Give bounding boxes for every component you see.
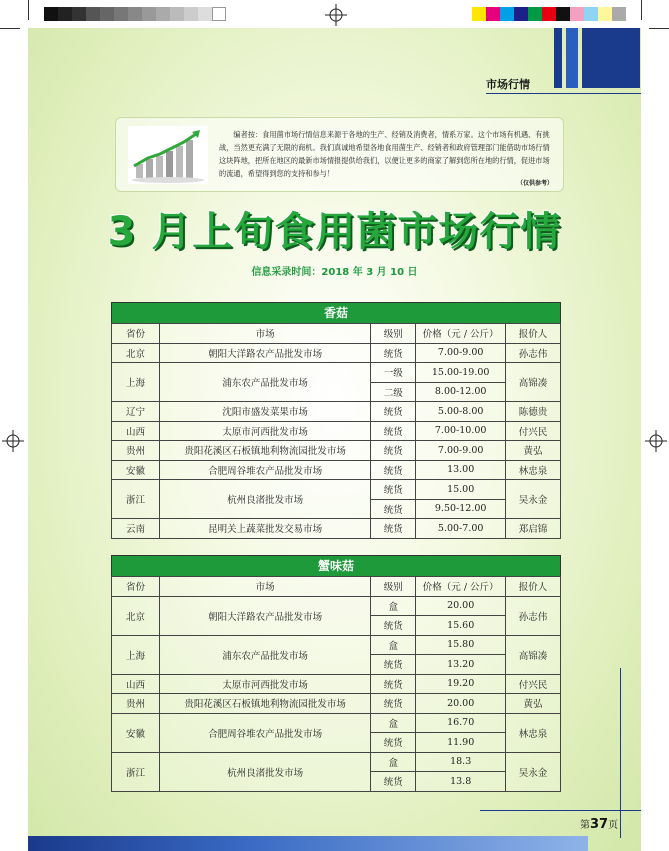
registration-mark-top-icon [325,4,347,26]
page-number-suffix: 页 [608,820,619,831]
table-row [112,713,561,733]
grade-cell: 统货 [371,441,416,461]
grade-cell: 盒 [371,596,416,616]
footer-bar [28,836,588,851]
market-cell: 杭州良渚批发市场 [159,752,370,791]
table-row [112,363,561,383]
province-cell: 浙江 [112,480,160,519]
column-header: 省份 [112,577,160,597]
table-row [112,441,561,461]
reporter-cell: 林忠泉 [506,713,561,752]
reporter-cell: 黄弘 [506,441,561,461]
reporter-cell: 林忠泉 [506,460,561,480]
column-header: 级别 [371,324,416,344]
grade-cell: 盒 [371,713,416,733]
table-row [112,596,561,616]
table-row [112,460,561,480]
table-header-row [112,577,561,597]
column-header: 市场 [159,324,370,344]
table-row [112,480,561,500]
header-blue-bars [554,28,644,88]
registration-mark-left-icon [2,430,24,452]
column-header: 报价人 [506,577,561,597]
province-cell: 浙江 [112,752,160,791]
editor-note-text: 编者按：食用菌市场行情信息来源于各地的生产、经销及消费者，情系万家。这个市场有机遇、有挑战，当然更充满了无限的商机。我们真诚地希望各地食用菌生产、经销者和政府管理部门能借助市场行情这块阵地，把所在地区的最新市场情报提供给我们，以便让更多的商家了解到您所在地的行情，促进市场的流通，希望得到您的支持和参与！ [219,130,550,178]
market-cell: 浦东农产品批发市场 [159,635,370,674]
grade-cell: 盒 [371,752,416,772]
province-cell: 云南 [112,519,160,539]
price-cell: 18.3 [416,752,506,772]
table-row [112,674,561,694]
table-title: 香菇 [111,302,561,323]
market-cell: 浦东农产品批发市场 [159,363,370,402]
grade-cell: 统货 [371,343,416,363]
reporter-cell: 付兴民 [506,674,561,694]
province-cell: 北京 [112,343,160,363]
price-table [111,323,561,539]
province-cell: 安徽 [112,713,160,752]
price-cell: 5.00-8.00 [416,402,506,422]
crop-mark [641,0,642,20]
reporter-cell: 付兴民 [506,421,561,441]
price-cell: 19.20 [416,674,506,694]
price-cell: 20.00 [416,694,506,714]
grade-cell: 统货 [371,772,416,792]
reporter-cell: 黄弘 [506,694,561,714]
grade-cell: 统货 [371,694,416,714]
price-table-shiitake [111,302,561,539]
reporter-cell: 孙志伟 [506,343,561,363]
price-cell: 11.90 [416,733,506,753]
market-cell: 沈阳市盛发菜果市场 [159,402,370,422]
price-cell: 5.00-7.00 [416,519,506,539]
province-cell: 贵州 [112,694,160,714]
market-cell: 太原市河西批发市场 [159,421,370,441]
reporter-cell: 高锦凑 [506,363,561,402]
reporter-cell: 吴永金 [506,480,561,519]
table-title: 蟹味菇 [111,555,561,576]
market-cell: 贵阳花溪区石板镇地利物流园批发市场 [159,441,370,461]
grade-cell: 统货 [371,519,416,539]
grade-cell: 统货 [371,733,416,753]
market-cell: 合肥周谷堆农产品批发市场 [159,713,370,752]
grade-cell: 统货 [371,616,416,636]
price-cell: 13.8 [416,772,506,792]
market-cell: 朝阳大洋路农产品批发市场 [159,343,370,363]
price-cell: 13.20 [416,655,506,675]
reporter-cell: 郑启锦 [506,519,561,539]
province-cell: 山西 [112,421,160,441]
column-header: 级别 [371,577,416,597]
grade-cell: 统货 [371,402,416,422]
grade-cell: 统货 [371,460,416,480]
market-cell: 杭州良渚批发市场 [159,480,370,519]
price-cell: 13.00 [416,460,506,480]
province-cell: 安徽 [112,460,160,480]
price-table [111,576,561,792]
grade-cell: 统货 [371,499,416,519]
reporter-cell: 孙志伟 [506,596,561,635]
price-cell: 7.00-9.00 [416,441,506,461]
crop-mark [649,28,669,29]
table-row [112,519,561,539]
column-header: 价格（元 / 公斤） [416,324,506,344]
price-cell: 8.00-12.00 [416,382,506,402]
grade-cell: 盒 [371,635,416,655]
column-header: 省份 [112,324,160,344]
price-cell: 15.00 [416,480,506,500]
editor-note-box [115,117,564,192]
decorative-line [480,810,641,811]
table-row [112,635,561,655]
market-cell: 太原市河西批发市场 [159,674,370,694]
reporter-cell: 高锦凑 [506,635,561,674]
grade-cell: 统货 [371,674,416,694]
grade-cell: 统货 [371,655,416,675]
province-cell: 山西 [112,674,160,694]
price-table-crab-mushroom [111,555,561,792]
market-cell: 朝阳大洋路农产品批发市场 [159,596,370,635]
column-header: 价格（元 / 公斤） [416,577,506,597]
grayscale-calibration-bar [44,7,226,21]
decorative-line [620,668,621,838]
page-number-prefix: 第 [580,820,590,831]
price-cell: 16.70 [416,713,506,733]
reporter-cell: 陈德贵 [506,402,561,422]
market-cell: 昆明关上蔬菜批发交易市场 [159,519,370,539]
crop-mark [28,0,29,20]
page-number-value: 37 [590,817,609,832]
grade-cell: 统货 [371,480,416,500]
table-header-row [112,324,561,344]
note-reference-tag: （仅供参考） [516,180,553,187]
table-row [112,421,561,441]
grade-cell: 统货 [371,421,416,441]
table-row [112,694,561,714]
column-header: 报价人 [506,324,561,344]
crop-mark [0,28,20,29]
section-divider [486,93,641,94]
price-cell: 9.50-12.00 [416,499,506,519]
province-cell: 上海 [112,635,160,674]
table-row [112,402,561,422]
column-header: 市场 [159,577,370,597]
market-cell: 贵阳花溪区石板镇地利物流园批发市场 [159,694,370,714]
price-cell: 15.60 [416,616,506,636]
province-cell: 北京 [112,596,160,635]
price-cell: 15.80 [416,635,506,655]
price-cell: 7.00-9.00 [416,343,506,363]
reporter-cell: 吴永金 [506,752,561,791]
table-row [112,343,561,363]
section-label: 市场行情 [486,78,530,91]
registration-mark-right-icon [645,430,667,452]
grade-cell: 一级 [371,363,416,383]
page-title: 3 月上旬食用菌市场行情 [107,209,562,255]
color-calibration-bar [472,7,626,21]
province-cell: 上海 [112,363,160,402]
page-number [580,816,618,832]
price-cell: 20.00 [416,596,506,616]
collection-date: 信息采录时间：2018 年 3 月 10 日 [251,267,418,278]
province-cell: 贵州 [112,441,160,461]
growth-chart-icon [128,126,208,184]
market-cell: 合肥周谷堆农产品批发市场 [159,460,370,480]
table-row [112,752,561,772]
price-cell: 7.00-10.00 [416,421,506,441]
province-cell: 辽宁 [112,402,160,422]
price-cell: 15.00-19.00 [416,363,506,383]
grade-cell: 二级 [371,382,416,402]
